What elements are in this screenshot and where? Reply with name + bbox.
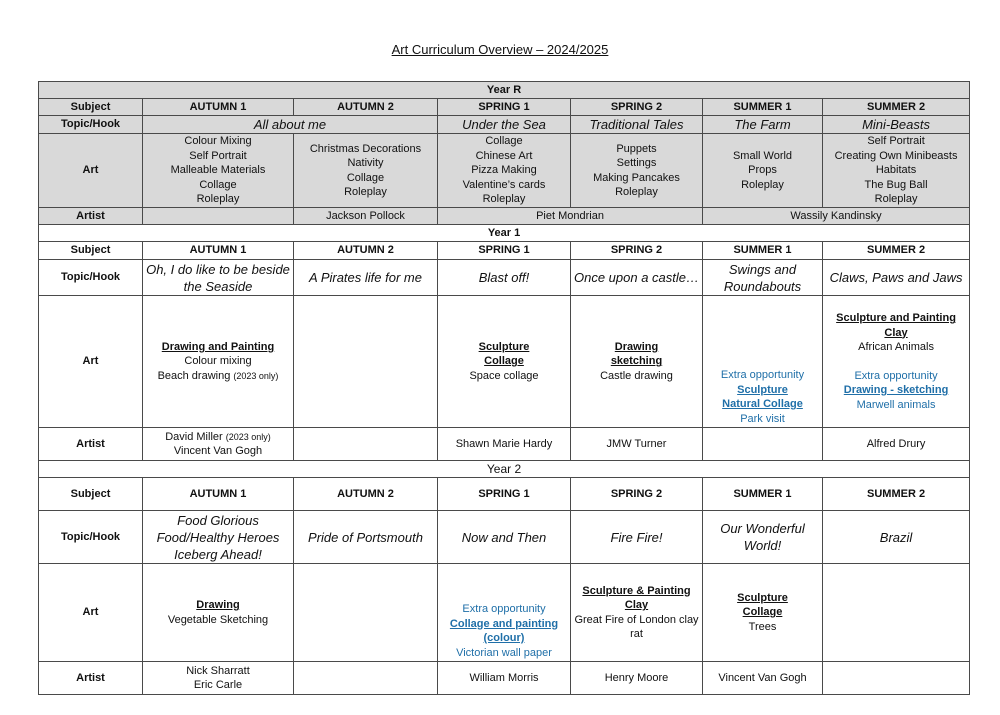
year-2-title-row <box>39 461 970 478</box>
artist-autumn-1 <box>143 208 294 225</box>
art-heading: Sculpture <box>737 383 788 396</box>
term-header-summer-1: SUMMER 1 <box>703 99 823 116</box>
artist-summer-2: Alfred Drury <box>823 428 970 461</box>
year-title: Year R <box>39 82 970 99</box>
art-item: Marwell animals <box>856 398 936 411</box>
art-item: Christmas Decorations <box>309 142 422 155</box>
art-item: Puppets <box>616 142 657 155</box>
art-item: Collage <box>199 178 237 191</box>
art-cell-spring-2 <box>571 134 703 208</box>
term-header-spring-2: SPRING 2 <box>571 99 703 116</box>
year-1-topic-row <box>39 260 970 296</box>
art-heading: Sculpture & Painting Clay <box>582 584 691 611</box>
art-cell-summer-2 <box>823 134 970 208</box>
term-header-summer-1: SUMMER 1 <box>703 242 823 260</box>
term-header-summer-2: SUMMER 2 <box>823 478 970 511</box>
art-cell-spring-2 <box>571 564 703 662</box>
art-item: Making Pancakes <box>593 171 680 184</box>
art-heading: Collage <box>742 606 783 619</box>
year-title: Year 2 <box>39 461 970 478</box>
term-header-summer-1: SUMMER 1 <box>703 478 823 511</box>
subject-header: Subject <box>39 242 143 260</box>
artist-name: Eric Carle <box>193 679 243 691</box>
term-header-spring-1: SPRING 1 <box>438 99 571 116</box>
art-cell-spring-1 <box>438 564 571 662</box>
artist-autumn-1 <box>143 662 294 695</box>
subject-header: Subject <box>39 478 143 511</box>
term-header-summer-2: SUMMER 2 <box>823 99 970 116</box>
year-r-title-row <box>39 82 970 99</box>
term-header-autumn-1: AUTUMN 1 <box>143 242 294 260</box>
art-cell-spring-2 <box>571 296 703 428</box>
term-header-autumn-1: AUTUMN 1 <box>143 478 294 511</box>
year-1-art-row <box>39 296 970 428</box>
art-note: (2023 only) <box>233 370 279 381</box>
artist-spring-1: Shawn Marie Hardy <box>438 428 571 461</box>
art-heading: Drawing and Painting <box>161 340 275 353</box>
year-2-art-row <box>39 564 970 662</box>
artist-summer-1 <box>703 428 823 461</box>
art-heading: Drawing <box>614 340 659 353</box>
term-header-spring-2: SPRING 2 <box>571 242 703 260</box>
art-item: Chinese Art <box>475 149 533 162</box>
art-cell-summer-1 <box>703 296 823 428</box>
art-item: Props <box>748 164 777 177</box>
art-heading: Drawing - sketching <box>843 384 949 396</box>
art-item: Self Portrait <box>189 149 247 162</box>
art-item: Habitats <box>875 164 917 177</box>
term-header-spring-1: SPRING 1 <box>438 242 571 260</box>
art-cell-autumn-1 <box>143 564 294 662</box>
topic-autumn-1: Oh, I do like to be beside the Seaside <box>143 260 294 296</box>
art-cell-summer-1 <box>703 134 823 208</box>
artist-label: Artist <box>39 662 143 695</box>
art-heading: Natural Collage <box>722 398 803 410</box>
topic-spring-2: Once upon a castle… <box>571 260 703 296</box>
artist-name: Vincent Van Gogh <box>173 445 263 457</box>
art-item: African Animals <box>858 341 934 353</box>
artist-summer-1: Vincent Van Gogh <box>703 662 823 695</box>
art-cell-autumn-1 <box>143 134 294 208</box>
term-header-autumn-2: AUTUMN 2 <box>294 242 438 260</box>
artist-summer: Wassily Kandinsky <box>703 208 970 225</box>
art-item: Park visit <box>740 412 785 425</box>
art-heading: Sculpture <box>737 591 788 604</box>
art-item: Roleplay <box>741 178 784 191</box>
artist-autumn-2: Jackson Pollock <box>294 208 438 225</box>
curriculum-table <box>38 81 970 695</box>
term-header-autumn-1: AUTUMN 1 <box>143 99 294 116</box>
artist-summer-2 <box>823 662 970 695</box>
topic-spring-1: Under the Sea <box>438 116 571 134</box>
art-cell-summer-1 <box>703 564 823 662</box>
artist-name <box>145 430 291 445</box>
topic-summer-2: Brazil <box>823 511 970 564</box>
topic-summer-1: Swings and Roundabouts <box>703 260 823 296</box>
art-item: Roleplay <box>196 193 240 206</box>
term-header-spring-2: SPRING 2 <box>571 478 703 511</box>
art-item: Settings <box>616 157 657 169</box>
art-item: Collage <box>346 171 385 184</box>
art-heading: Clay <box>884 326 908 339</box>
artist-label: Artist <box>39 428 143 461</box>
artist-autumn-2 <box>294 428 438 461</box>
art-item: The Bug Ball <box>864 178 928 191</box>
topic-summer-2: Claws, Paws and Jaws <box>823 260 970 296</box>
art-heading: Drawing <box>196 599 240 611</box>
art-item: Vegetable Sketching <box>167 613 269 626</box>
year-1-title-row <box>39 225 970 242</box>
topic-summer-2: Mini-Beasts <box>823 116 970 134</box>
art-item: Creating Own Minibeasts <box>834 149 958 162</box>
art-cell-autumn-2 <box>294 564 438 662</box>
art-label: Art <box>39 564 143 662</box>
art-item: Space collage <box>469 369 539 382</box>
art-cell-autumn-1 <box>143 296 294 428</box>
year-title: Year 1 <box>39 225 970 242</box>
topic-label: Topic/Hook <box>39 260 143 296</box>
topic-summer-1: Our Wonderful World! <box>703 511 823 564</box>
art-item: Malleable Materials <box>170 164 266 177</box>
topic-autumn: All about me <box>143 116 438 134</box>
art-label: Art <box>39 134 143 208</box>
year-2-header-row <box>39 478 970 511</box>
year-r-topic-row <box>39 116 970 134</box>
art-item: Roleplay <box>874 193 918 206</box>
art-heading: Collage <box>484 355 524 368</box>
art-heading: sketching <box>610 355 663 368</box>
year-2-artist-row <box>39 662 970 695</box>
art-item: Small World <box>732 149 793 162</box>
year-1-header-row <box>39 242 970 260</box>
artist-spring-2: JMW Turner <box>571 428 703 461</box>
topic-spring-1: Blast off! <box>438 260 571 296</box>
art-heading: Collage and painting (colour) <box>449 617 559 644</box>
artist-autumn-1 <box>143 428 294 461</box>
art-item: Colour Mixing <box>184 135 252 148</box>
art-cell-spring-1 <box>438 134 571 208</box>
topic-summer-1: The Farm <box>703 116 823 134</box>
art-heading: Sculpture <box>478 340 530 353</box>
art-item: Collage <box>485 135 523 148</box>
art-cell-summer-2 <box>823 564 970 662</box>
art-item: Self Portrait <box>867 135 925 148</box>
year-1-artist-row <box>39 428 970 461</box>
art-item: Nativity <box>347 157 384 169</box>
art-item: Trees <box>748 620 777 633</box>
year-2-topic-row <box>39 511 970 564</box>
art-item: Victorian wall paper <box>456 646 552 659</box>
extra-opportunity-label: Extra opportunity <box>462 603 546 615</box>
year-r-art-row <box>39 134 970 208</box>
artist-note: (2023 only) <box>225 431 271 442</box>
artist-name-text: David Miller <box>165 430 223 443</box>
topic-label: Topic/Hook <box>39 116 143 134</box>
art-item-text: Beach drawing <box>157 369 231 382</box>
topic-label: Topic/Hook <box>39 511 143 564</box>
artist-label: Artist <box>39 208 143 225</box>
art-item: Valentine’s cards <box>462 178 546 191</box>
topic-spring-2: Fire Fire! <box>571 511 703 564</box>
art-item <box>145 369 291 384</box>
art-item: Roleplay <box>482 193 526 206</box>
term-header-autumn-2: AUTUMN 2 <box>294 478 438 511</box>
artist-spring-1: William Morris <box>438 662 571 695</box>
topic-autumn-2: Pride of Portsmouth <box>294 511 438 564</box>
topic-autumn-1: Food Glorious Food/Healthy Heroes Iceberg Ahead! <box>143 511 294 564</box>
art-item: Castle drawing <box>600 369 673 382</box>
art-item: Roleplay <box>344 186 387 198</box>
subject-header: Subject <box>39 99 143 116</box>
art-cell-spring-1 <box>438 296 571 428</box>
art-heading: Sculpture and Painting <box>836 312 956 324</box>
year-r-header-row <box>39 99 970 116</box>
artist-name: Nick Sharratt <box>186 664 250 677</box>
art-item: Colour mixing <box>184 355 252 368</box>
art-label: Art <box>39 296 143 428</box>
term-header-autumn-2: AUTUMN 2 <box>294 99 438 116</box>
extra-opportunity-label: Extra opportunity <box>854 369 938 382</box>
topic-autumn-2: A Pirates life for me <box>294 260 438 296</box>
art-item: Pizza Making <box>471 164 537 177</box>
artist-spring: Piet Mondrian <box>438 208 703 225</box>
year-r-artist-row <box>39 208 970 225</box>
art-item: Roleplay <box>615 186 658 198</box>
artist-autumn-2 <box>294 662 438 695</box>
term-header-summer-2: SUMMER 2 <box>823 242 970 260</box>
extra-opportunity-label: Extra opportunity <box>720 369 805 381</box>
art-item: Great Fire of London clay rat <box>574 613 699 640</box>
art-cell-autumn-2 <box>294 296 438 428</box>
term-header-spring-1: SPRING 1 <box>438 478 571 511</box>
topic-spring-1: Now and Then <box>438 511 571 564</box>
art-cell-summer-2 <box>823 296 970 428</box>
topic-spring-2: Traditional Tales <box>571 116 703 134</box>
document-title: Art Curriculum Overview – 2024/2025 <box>391 42 609 57</box>
artist-spring-2: Henry Moore <box>571 662 703 695</box>
art-cell-autumn-2 <box>294 134 438 208</box>
